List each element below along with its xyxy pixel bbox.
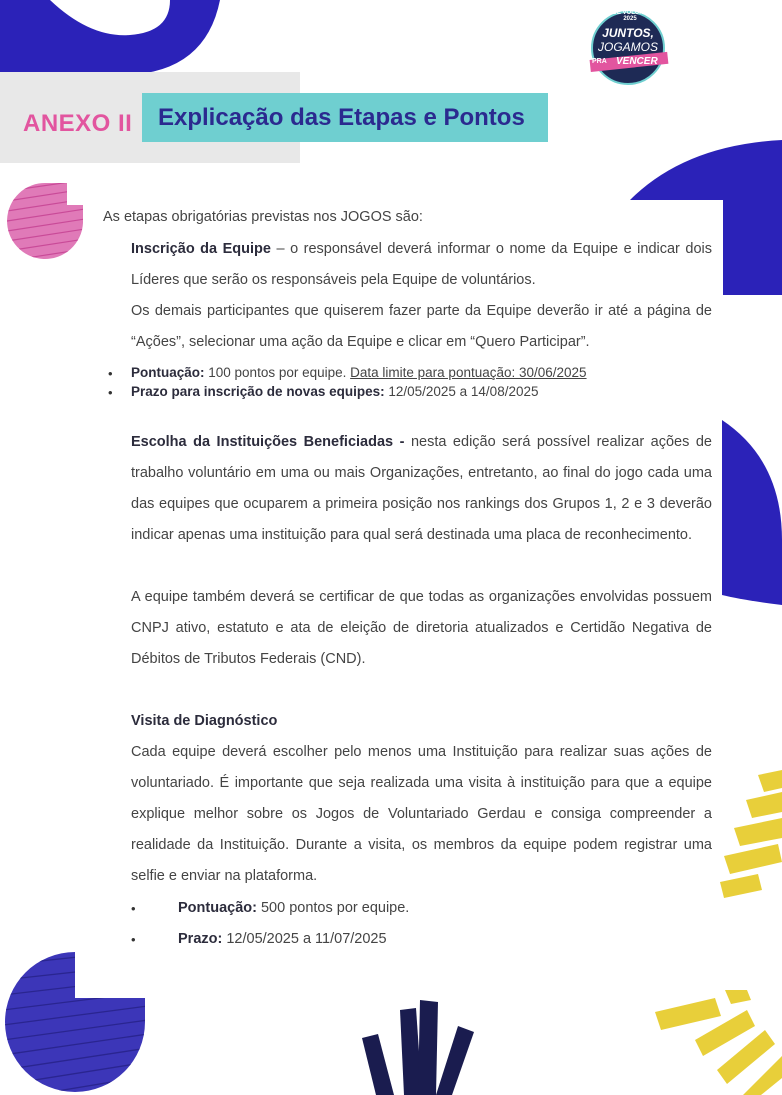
top-left-arc-decoration: [0, 0, 220, 75]
yellow-stripes-decoration-bottom-right: [655, 990, 782, 1095]
bullet-value: 500 pontos por equipe.: [256, 900, 410, 916]
logo-line3: PRA: [592, 58, 607, 65]
section-instituicoes: [131, 427, 712, 551]
bullet-marker: •: [131, 932, 136, 947]
bullet-marker: •: [131, 901, 136, 916]
right-half-circle-decoration-mid: [722, 420, 782, 605]
bullet-label: Pontuação:: [131, 365, 205, 380]
bullet-label: Prazo:: [178, 931, 223, 947]
bullet-label: Prazo para inscrição de novas equipes:: [131, 384, 385, 399]
section-inscricao-heading: Inscrição da Equipe: [131, 241, 271, 257]
section-visita-heading: Visita de Diagnóstico: [131, 713, 278, 729]
bullet-marker: •: [108, 385, 113, 400]
section-inscricao: [131, 234, 712, 296]
page-title: Explicação das Etapas e Pontos: [158, 104, 525, 131]
bullet-label: Pontuação:: [178, 900, 257, 916]
yellow-stripes-decoration-right: [718, 770, 782, 910]
intro-text: As etapas obrigatórias previstas nos JOGOS são:: [103, 209, 423, 225]
bullet-pontuacao-visita: [178, 900, 409, 916]
section-inscricao-separator: –: [270, 241, 291, 257]
logo-line4: VENCER: [616, 56, 658, 67]
bullet-value: 12/05/2025 a 11/07/2025: [222, 931, 387, 947]
logo-line2: JOGAMOS: [597, 40, 658, 54]
bullet-value: 12/05/2025 a 14/08/2025: [384, 384, 539, 399]
navy-hand-decoration: [360, 1000, 490, 1095]
navy-scribble-circle-decoration: [3, 950, 148, 1095]
bullet-pontuacao-inscricao: [131, 365, 587, 380]
section-instituicoes-text-a: nesta edição será possível realizar ações de trabalho voluntário em uma ou mais Organizações, entretanto, ao final do jogo cada uma das equipes que ocuparem a primeira posição nos rankings dos Grupos 1, 2 e 3 deverão indicar apenas uma instituição para qual será destinada uma placa de reconhecimento.: [131, 434, 712, 543]
section-instituicoes-text-b: A equipe também deverá se certificar de que todas as organizações envolvidas possuem CNPJ ativo, estatuto e ata de eleição de diretoria atualizados e Certidão Negativa de Débitos de Tributos Federais (CND).: [131, 589, 712, 667]
pink-scribble-circle-decoration: [7, 181, 85, 261]
bullet-prazo-visita: [178, 931, 387, 947]
jogos-logo: [586, 6, 674, 86]
logo-arc-text: JOGOS DE VOLUNTARIADO 2025: [589, 10, 671, 22]
bullet-prazo-inscricao: [131, 384, 539, 399]
section-visita-text: Cada equipe deverá escolher pelo menos uma Instituição para realizar suas ações de voluntariado. É importante que seja realizada uma visita à instituição para que a equipe explique melhor sobre os Jogos de Voluntariado Gerdau e consiga compreender a realidade da Instituição. Durante a visita, os membros da equipe podem registrar uma selfie e enviar na plataforma.: [131, 744, 712, 884]
bullet-value: 100 pontos por equipe.: [204, 365, 351, 380]
section-inscricao-text-a: o responsável deverá informar o nome da Equipe e indicar dois Líderes que serão os responsáveis pela Equipe de voluntários.: [131, 241, 712, 288]
logo-line1: JUNTOS,: [602, 26, 654, 40]
bullet-marker: •: [108, 366, 113, 381]
bullet-deadline-note: Data limite para pontuação: 30/06/2025: [350, 365, 587, 380]
annex-label: ANEXO II: [23, 110, 133, 137]
section-instituicoes-heading: Escolha da Instituições Beneficiadas -: [131, 434, 405, 450]
section-inscricao-text-b: Os demais participantes que quiserem fazer parte da Equipe deverão ir até a página de “Ações”, selecionar uma ação da Equipe e clicar em “Quero Participar”.: [131, 303, 712, 350]
